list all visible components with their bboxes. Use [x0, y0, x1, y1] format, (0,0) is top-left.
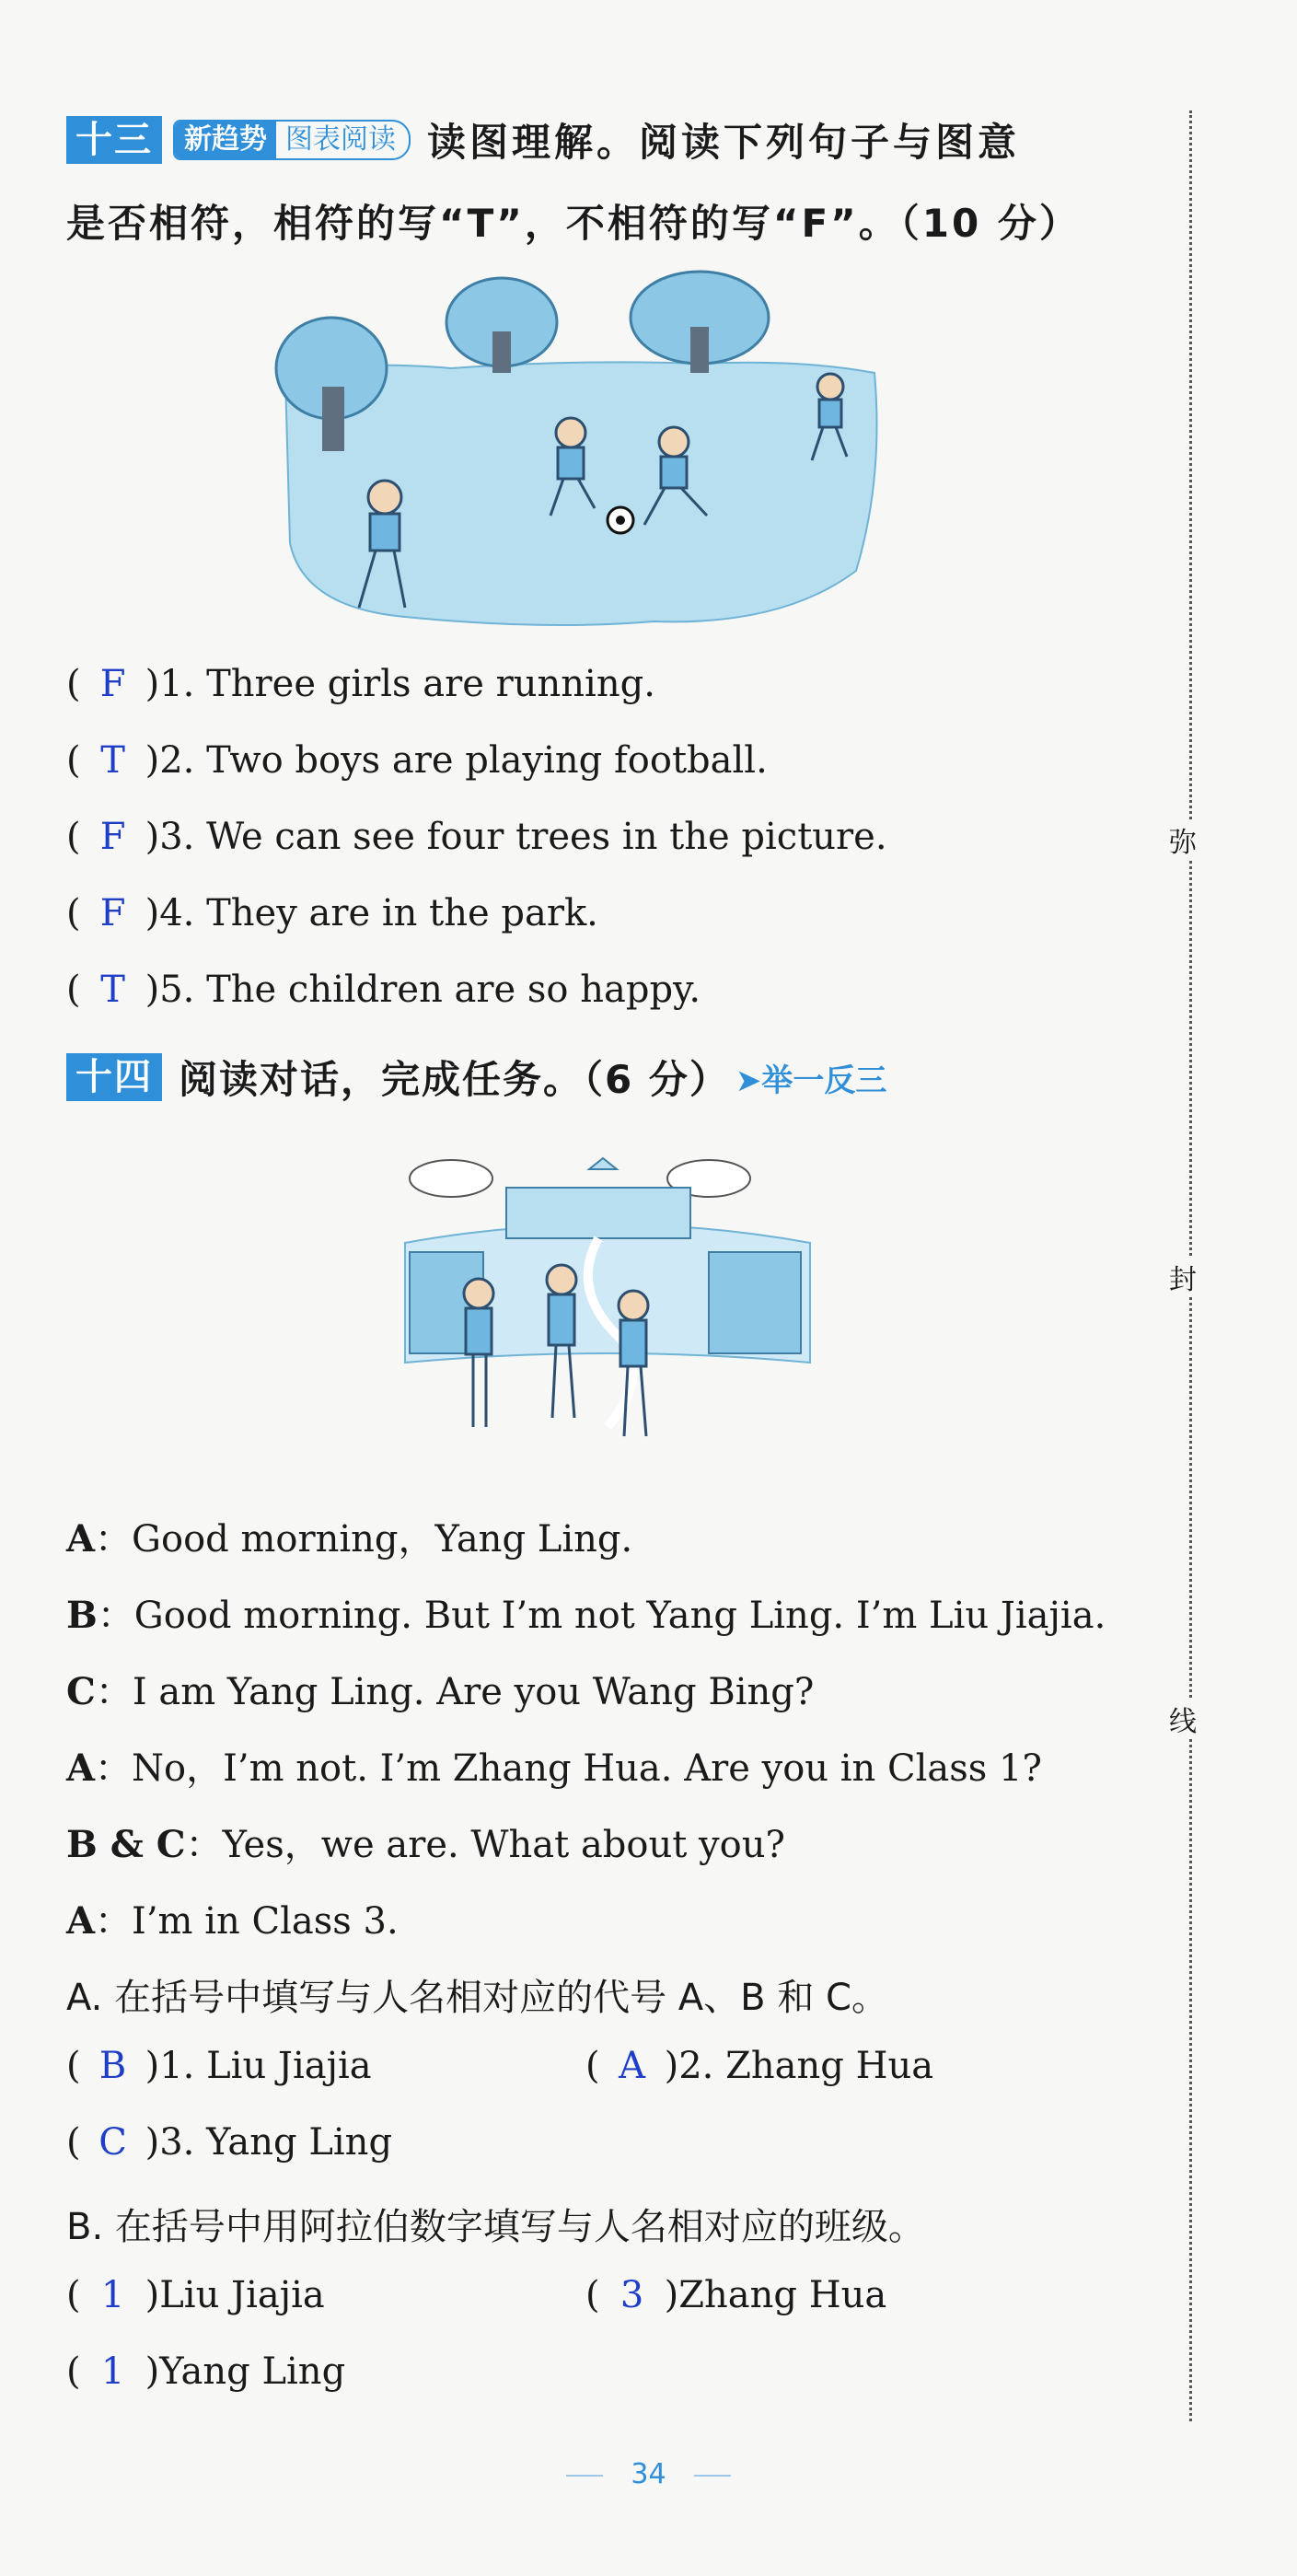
trend-tag-right: 图表阅读: [285, 123, 396, 156]
task-b-answer-2[interactable]: 3: [620, 2274, 644, 2316]
trend-tag-left: 新趋势: [175, 122, 276, 158]
dialogue-text: ：I’m in Class 3.: [95, 1900, 399, 1943]
task-a-item-2: ( A )2. Zhang Hua: [585, 2045, 934, 2087]
section-13-title: 读图理解。阅读下列句子与图意: [427, 120, 1021, 165]
park-scene-illustration: [267, 267, 893, 635]
dialogue-line-6: [66, 1892, 399, 1944]
task-b-title: B. 在括号中用阿拉伯数字填写与人名相对应的班级。: [66, 2206, 925, 2248]
task-a-answer-3[interactable]: C: [98, 2121, 127, 2164]
side-label-1: 弥: [1169, 819, 1197, 860]
speaker-label: B & C: [66, 1823, 186, 1866]
dialogue-text: ：I am Yang Ling. Are you Wang Bing?: [95, 1671, 815, 1713]
dialogue-line-4: [66, 1739, 1042, 1792]
side-label-3: 线: [1169, 1699, 1197, 1739]
task-a-item-2-text: 2. Zhang Hua: [678, 2045, 934, 2087]
task-b-item-1-text: Liu Jiajia: [159, 2274, 325, 2316]
task-a-answer-1[interactable]: B: [98, 2045, 127, 2087]
task-b-item-1: ( 1 )Liu Jiajia: [66, 2274, 325, 2316]
question-13-2-text: 2. Two boys are playing football.: [159, 739, 768, 782]
speaker-label: A: [66, 1517, 96, 1561]
task-b-item-2-text: Zhang Hua: [678, 2274, 887, 2316]
question-13-2: ( T )2. Two boys are playing football.: [66, 739, 768, 782]
task-a-item-3-text: 3. Yang Ling: [159, 2121, 393, 2164]
dialogue-text: ：No，I’m not. I’m Zhang Hua. Are you in Class 1?: [95, 1747, 1042, 1790]
question-13-4: ( F )4. They are in the park.: [66, 892, 598, 934]
task-b-item-3-text: Yang Ling: [159, 2350, 346, 2393]
dialogue-text: ：Good morning，Yang Ling.: [95, 1518, 633, 1561]
task-a-item-1: ( B )1. Liu Jiajia: [66, 2045, 372, 2087]
answer-13-1[interactable]: F: [99, 663, 126, 705]
task-b-answer-3[interactable]: 1: [100, 2350, 125, 2393]
dialogue-line-5: [66, 1816, 785, 1868]
trend-tag: [173, 120, 411, 160]
task-a-title: A. 在括号中填写与人名相对应的代号 A、B 和 C。: [66, 1977, 888, 2019]
page-number: 34: [631, 2458, 666, 2490]
school-scene-illustration: [396, 1151, 819, 1455]
question-13-5-text: 5. The children are so happy.: [159, 969, 701, 1011]
answer-13-4[interactable]: F: [99, 892, 126, 934]
task-a-answer-2[interactable]: A: [619, 2045, 646, 2087]
task-b-item-3: ( 1 )Yang Ling: [66, 2350, 346, 2393]
section-13-number: 十三: [66, 116, 162, 164]
dialogue-line-1: [66, 1510, 632, 1562]
dialogue-line-2: [66, 1586, 1106, 1639]
section-14-title: 阅读对话，完成任务。（6 分）: [179, 1057, 730, 1102]
section-13-header: [66, 112, 1020, 168]
speaker-label: A: [66, 1899, 96, 1943]
speaker-label: B: [66, 1594, 98, 1637]
section-13-title-line2: 是否相符，相符的写“T”，不相符的写“F”。（10 分）: [66, 201, 1081, 246]
question-13-1: ( F )1. Three girls are running.: [66, 663, 655, 705]
task-a-item-1-text: 1. Liu Jiajia: [159, 2045, 372, 2087]
dialogue-line-3: [66, 1663, 814, 1715]
question-13-5: ( T )5. The children are so happy.: [66, 969, 701, 1011]
speaker-label: C: [66, 1670, 96, 1713]
footer-dash-right: [694, 2475, 731, 2477]
dialogue-text: ：Good morning. But I’m not Yang Ling. I’m Liu Jiajia.: [97, 1595, 1106, 1637]
task-b-answer-1[interactable]: 1: [100, 2274, 125, 2316]
side-label-2: 封: [1169, 1257, 1197, 1297]
answer-13-3[interactable]: F: [99, 816, 126, 858]
question-13-3-text: 3. We can see four trees in the picture.: [159, 816, 887, 858]
question-13-3: ( F )3. We can see four trees in the picture.: [66, 816, 887, 858]
task-b-item-2: ( 3 )Zhang Hua: [585, 2274, 887, 2316]
speaker-label: A: [66, 1746, 96, 1790]
task-a-item-3: ( C )3. Yang Ling: [66, 2121, 393, 2164]
answer-13-5[interactable]: T: [100, 969, 125, 1011]
footer-dash-left: [566, 2475, 603, 2477]
question-13-1-text: 1. Three girls are running.: [159, 663, 655, 705]
section-14-number: 十四: [66, 1053, 162, 1101]
practice-link[interactable]: ➤举一反三: [735, 1062, 887, 1099]
section-14-header: [66, 1050, 886, 1105]
answer-13-2[interactable]: T: [100, 739, 125, 782]
question-13-4-text: 4. They are in the park.: [159, 892, 598, 934]
page-footer: [0, 2458, 1297, 2490]
dialogue-text: ：Yes，we are. What about you?: [185, 1824, 785, 1866]
